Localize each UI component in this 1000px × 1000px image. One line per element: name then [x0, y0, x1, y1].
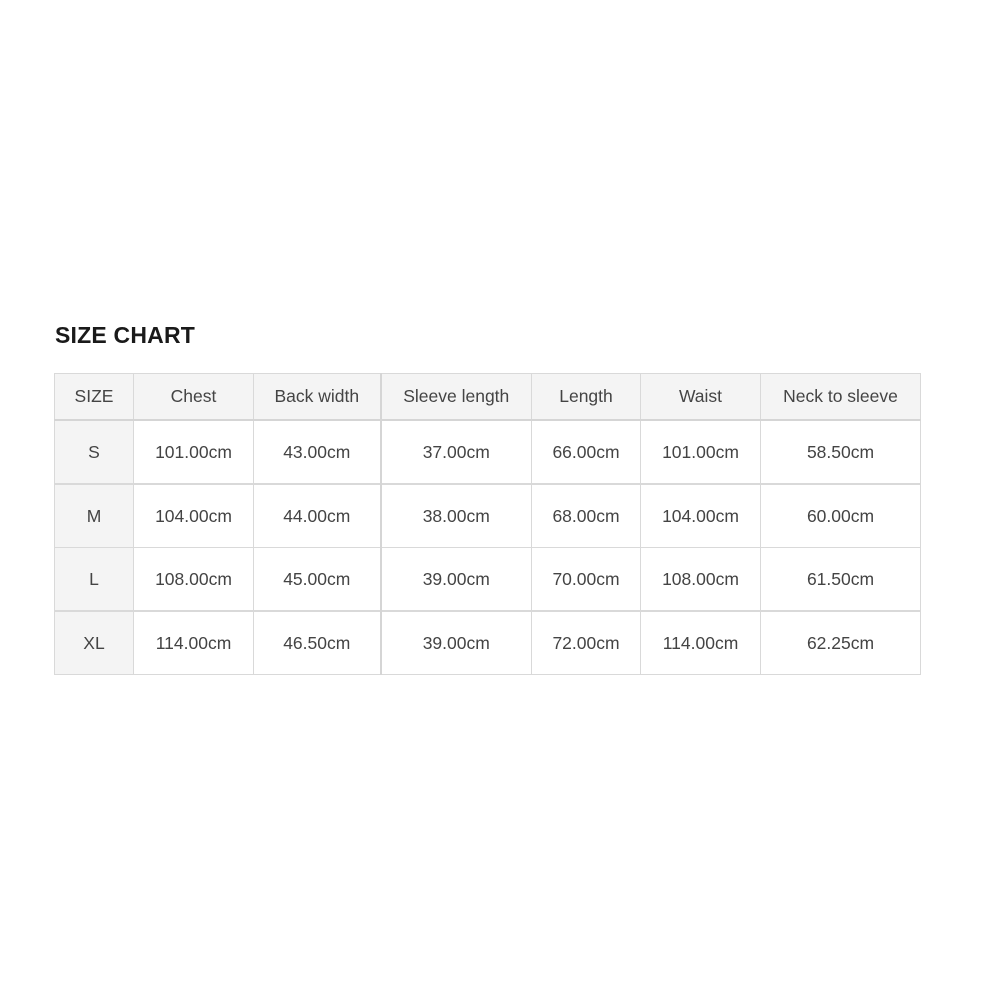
size-cell: M — [55, 484, 134, 548]
chest-cell: 101.00cm — [134, 420, 254, 484]
length-cell: 66.00cm — [532, 420, 641, 484]
length-cell: 68.00cm — [532, 484, 641, 548]
waist-cell: 104.00cm — [641, 484, 761, 548]
chest-cell: 108.00cm — [134, 548, 254, 612]
header-length: Length — [532, 374, 641, 421]
header-sleeve-length: Sleeve length — [381, 374, 532, 421]
neck-to-sleeve-cell: 58.50cm — [761, 420, 921, 484]
length-cell: 72.00cm — [532, 611, 641, 675]
waist-cell: 108.00cm — [641, 548, 761, 612]
size-cell: XL — [55, 611, 134, 675]
neck-to-sleeve-cell: 62.25cm — [761, 611, 921, 675]
sleeve-length-cell: 37.00cm — [381, 420, 532, 484]
page-title: SIZE CHART — [55, 322, 195, 348]
neck-to-sleeve-cell: 60.00cm — [761, 484, 921, 548]
back-width-cell: 46.50cm — [254, 611, 381, 675]
header-waist: Waist — [641, 374, 761, 421]
back-width-cell: 44.00cm — [254, 484, 381, 548]
size-cell: S — [55, 420, 134, 484]
table-row — [55, 484, 921, 548]
sleeve-length-cell: 39.00cm — [381, 548, 532, 612]
header-size: SIZE — [55, 374, 134, 421]
table-row — [55, 548, 921, 612]
size-cell: L — [55, 548, 134, 612]
back-width-cell: 45.00cm — [254, 548, 381, 612]
waist-cell: 101.00cm — [641, 420, 761, 484]
table-header-row — [55, 374, 921, 421]
length-cell: 70.00cm — [532, 548, 641, 612]
chest-cell: 114.00cm — [134, 611, 254, 675]
table-row — [55, 611, 921, 675]
header-neck-to-sleeve: Neck to sleeve — [761, 374, 921, 421]
chest-cell: 104.00cm — [134, 484, 254, 548]
waist-cell: 114.00cm — [641, 611, 761, 675]
header-back-width: Back width — [254, 374, 381, 421]
back-width-cell: 43.00cm — [254, 420, 381, 484]
sleeve-length-cell: 38.00cm — [381, 484, 532, 548]
sleeve-length-cell: 39.00cm — [381, 611, 532, 675]
header-chest: Chest — [134, 374, 254, 421]
table-row — [55, 420, 921, 484]
size-chart-table — [54, 373, 921, 675]
neck-to-sleeve-cell: 61.50cm — [761, 548, 921, 612]
